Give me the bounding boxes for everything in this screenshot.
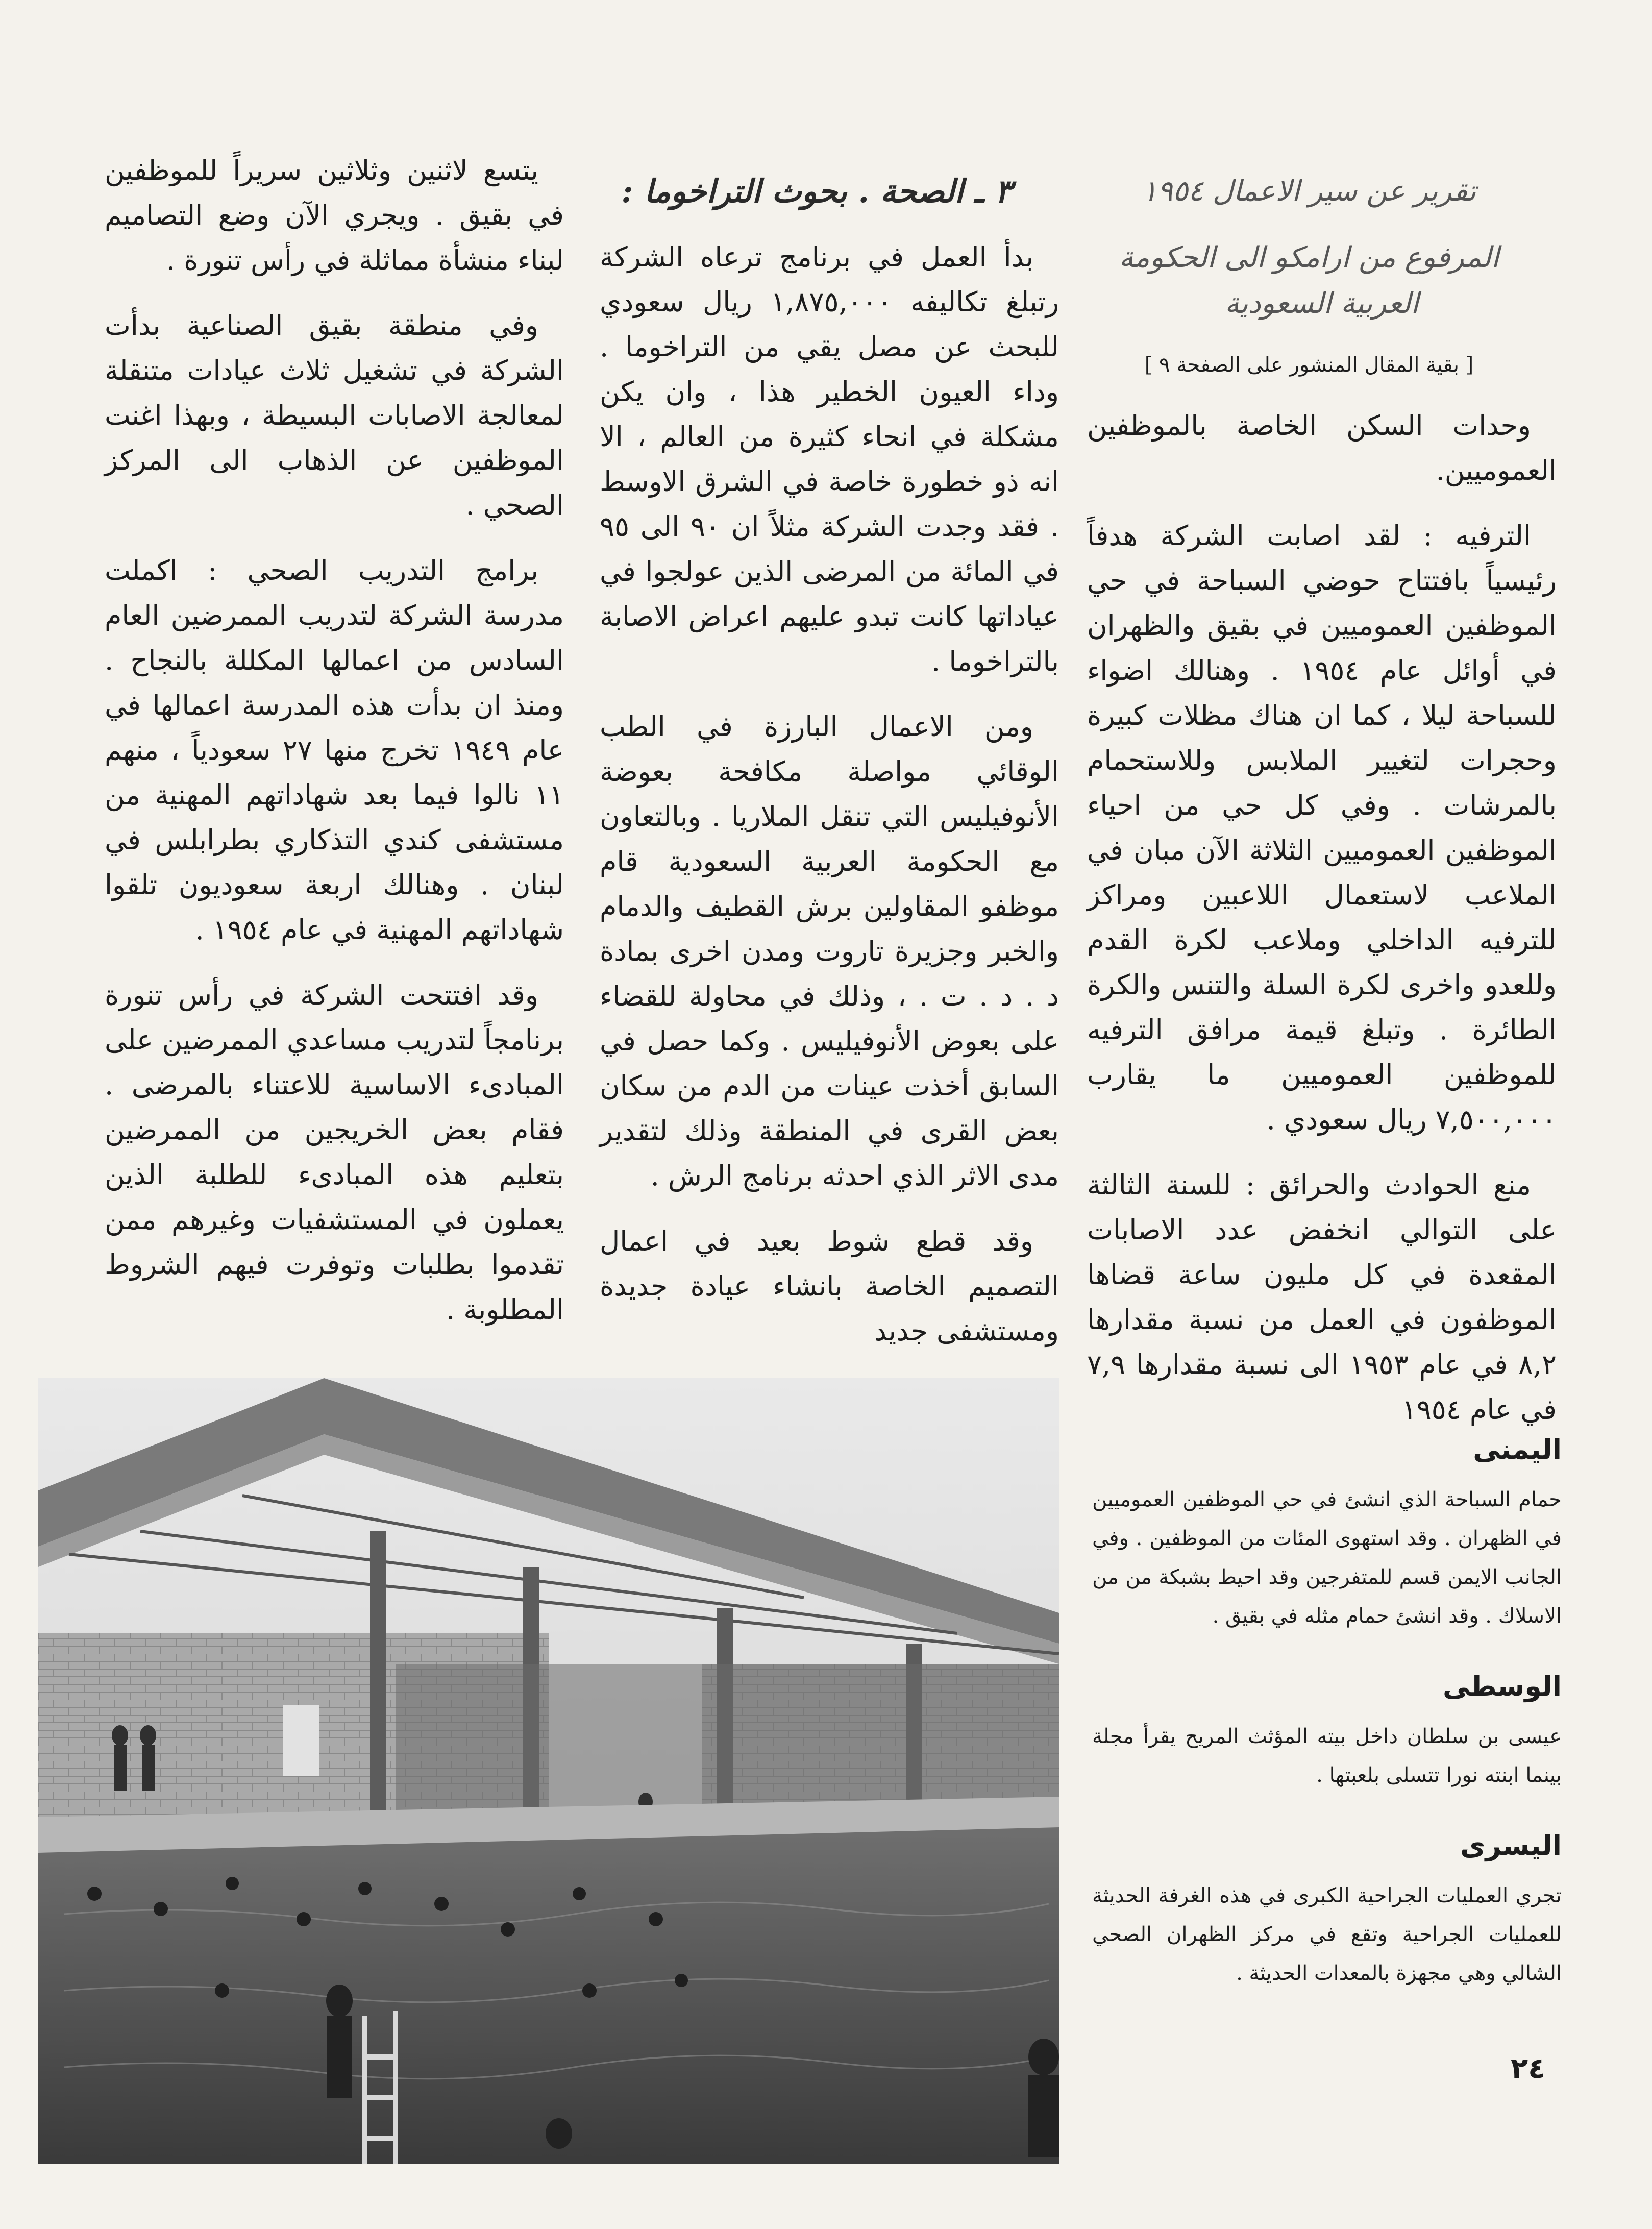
swimming-pool-photo — [38, 1378, 1059, 2164]
continued-note: [ بقية المقال المنشور على الصفحة ٩ ] — [1144, 353, 1474, 377]
paragraph: ومن الاعمال البارزة في الطب الوقائي مواصلة مكافحة بعوضة الأنوفيليس التي تنقل الملاريا . وبالتعاون مع الحكومة العربية السعودية قام موظفو المقاولين برش القطيف والدمام والخبر وجزيرة تاروت ومدن اخرى بمادة د . د . ت . ، وذلك في محاولة للقضاء على بعوض الأنوفيليس . وكما حصل في السابق أخذت عينات من الدم من سكان بعض القرى في المنطقة وذلك لتقدير مدى الاثر الذي احدثه برنامج الرش . — [600, 711, 1059, 1192]
article-column-right — [1087, 168, 1557, 1453]
caption-text-right: حمام السباحة الذي انشئ في حي الموظفين العموميين في الظهران . وقد استهوى المئات من الموظفين . وفي الجانب الايمن قسم للمتفرجين وقد احيط بشبكة من من الاسلاك . وقد انشئ حمام مثله في بقيق . — [1092, 1488, 1562, 1628]
caption-text-middle: عيسى بن سلطان داخل بيته المؤثث المريح يقرأ مجلة بينما ابنته نورا تتسلى بلعبتها . — [1092, 1725, 1562, 1787]
article-column-left — [105, 148, 564, 1353]
photo-captions — [1092, 1429, 1562, 2023]
caption-text-left: تجري العمليات الجراحية الكبرى في هذه الغرفة الحديثة للعمليات الجراحية وتقع في مركز الظهران الصحي الشالي وهي مجهزة بالمعدات الحديثة . — [1092, 1884, 1562, 1985]
report-title: تقرير عن سير الاعمال ١٩٥٤ — [1142, 175, 1476, 208]
paragraph: وفي منطقة بقيق الصناعية بدأت الشركة في تشغيل ثلاث عيادات متنقلة لمعالجة الاصابات البسيطة ، وبهذا اغنت الموظفين عن الذهاب الى المركز الصحي . — [105, 309, 564, 521]
caption-heading-left: اليسرى — [1460, 1829, 1562, 1861]
paragraph: منع الحوادث والحرائق : للسنة الثالثة على التوالي انخفض عدد الاصابات المقعدة في كل مليون ساعة قضاها الموظفون في العمل من نسبة مقدارها ٨,٢ في عام ١٩٥٣ الى نسبة مقدارها ٧,٩ في عام ١٩٥٤ — [1087, 1169, 1557, 1426]
caption-heading-middle: الوسطى — [1443, 1670, 1562, 1702]
paragraph: بدأ العمل في برنامج ترعاه الشركة رتبلغ تكاليفه ١,٨٧٥,٠٠٠ ريال سعودي للبحث عن مصل يقي من التراخوما . وداء العيون الخطير هذا ، وان يكن مشكلة في انحاء كثيرة من العالم ، الا انه ذو خطورة خاصة في الشرق الاوسط . فقد وجدت الشركة مثلاً ان ٩٠ الى ٩٥ في المائة من المرضى الذين عولجوا في عياداتها كانت تبدو عليهم اعراض الاصابة بالتراخوما . — [600, 241, 1059, 677]
swimming-pool-illustration — [38, 1378, 1059, 2164]
paragraph: وقد افتتحت الشركة في رأس تنورة برنامجاً لتدريب مساعدي الممرضين على المبادىء الاساسية للاعتناء بالمرضى . فقام بعض الخريجين من الممرضين بتعليم هذه المبادىء للطلبة الذين يعملون في المستشفيات وغيرهم ممن تقدموا بطلبات وتوفرت فيهم الشروط المطلوبة . — [105, 979, 564, 1326]
section-heading: ٣ ـ الصحة . بحوث التراخوما : — [621, 173, 1012, 210]
paragraph: برامج التدريب الصحي : اكملت مدرسة الشركة لتدريب الممرضين العام السادس من اعمالها المكللة بالنجاح . ومنذ ان بدأت هذه المدرسة اعمالها في عام ١٩٤٩ تخرج منها ٢٧ سعودياً ، منهم ١١ نالوا فيما بعد شهاداتهم المهنية من مستشفى كندي التذكاري بطرابلس في لبنان . وهنالك اربعة سعوديون تلقوا شهاداتهم المهنية في عام ١٩٥٤ . — [105, 554, 564, 946]
paragraph: الترفيه : لقد اصابت الشركة هدفاً رئيسياً بافتتاح حوضي السباحة في حي الموظفين العموميين في بقيق والظهران في أوائل عام ١٩٥٤ . وهنالك اضواء للسباحة ليلا ، كما ان هناك مظلات كبيرة وحجرات لتغيير الملابس وللاستحمام بالمرشات . وفي كل حي من احياء الموظفين العموميين الثلاثة الآن مبان في الملاعب لاستعمال اللاعبين ومراكز للترفيه الداخلي وملاعب لكرة القدم وللعدو واخرى لكرة السلة والتنس والكرة الطائرة . وتبلغ قيمة مرافق الترفيه للموظفين العموميين ما يقارب ٧,٥٠٠,٠٠٠ ريال سعودي . — [1087, 520, 1557, 1136]
page-number: ٢٤ — [1511, 2052, 1546, 2085]
report-subtitle: المرفوع من ارامكو الى الحكومة العربية السعودية — [1119, 241, 1499, 320]
article-column-middle — [600, 168, 1059, 1374]
paragraph: وحدات السكن الخاصة بالموظفين العموميين. — [1087, 409, 1557, 486]
paragraph: وقد قطع شوط بعيد في اعمال التصميم الخاصة بانشاء عيادة جديدة ومستشفى جديد — [600, 1225, 1059, 1347]
paragraph: يتسع لاثنين وثلاثين سريراً للموظفين في بقيق . ويجري الآن وضع التصاميم لبناء منشأة مماثلة في رأس تنورة . — [105, 154, 564, 276]
caption-heading-right: اليمنى — [1473, 1433, 1562, 1465]
